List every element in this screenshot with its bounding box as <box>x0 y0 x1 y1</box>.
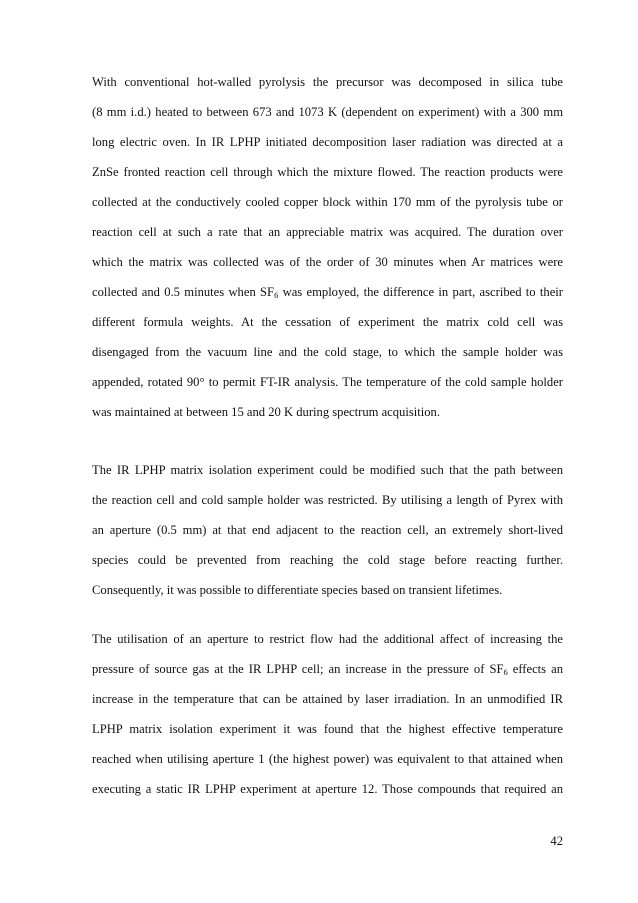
text-line: executing a static IR LPHP experiment at aperture 12. Those compounds that required an <box>92 782 563 796</box>
text-line: The utilisation of an aperture to restrict flow had the additional affect of increasing the <box>92 632 563 646</box>
text-line: long electric oven. In IR LPHP initiated decomposition laser radiation was directed at a <box>92 135 563 149</box>
text-fragment: pressure of source gas at the IR LPHP cell; an increase in the pressure of SF <box>92 662 504 676</box>
text-line <box>92 284 563 300</box>
text-line: reached when utilising aperture 1 (the highest power) was equivalent to that attained when <box>92 752 563 766</box>
text-line: collected at the conductively cooled copper block within 170 mm of the pyrolysis tube or <box>92 195 563 209</box>
subscript: 6 <box>274 290 279 300</box>
text-line: Consequently, it was possible to differentiate species based on transient lifetimes. <box>92 583 503 597</box>
page-number: 42 <box>550 834 563 848</box>
text-line: With conventional hot-walled pyrolysis the precursor was decomposed in silica tube <box>92 75 563 89</box>
text-fragment: collected and 0.5 minutes when SF <box>92 285 275 299</box>
text-line: different formula weights. At the cessation of experiment the matrix cold cell was <box>92 315 563 329</box>
text-line: The IR LPHP matrix isolation experiment could be modified such that the path between <box>92 463 563 477</box>
text-line: which the matrix was collected was of the order of 30 minutes when Ar matrices were <box>92 255 563 269</box>
text-fragment: was employed, the difference in part, ascribed to their <box>278 285 563 299</box>
text-fragment: effects an <box>507 662 564 676</box>
text-line: the reaction cell and cold sample holder was restricted. By utilising a length of Pyrex with <box>92 493 563 507</box>
text-line: was maintained at between 15 and 20 K during spectrum acquisition. <box>92 405 440 419</box>
text-line: an aperture (0.5 mm) at that end adjacent to the reaction cell, an extremely short-lived <box>92 523 563 537</box>
text-line: increase in the temperature that can be attained by laser irradiation. In an unmodified IR <box>92 692 563 706</box>
text-line: reaction cell at such a rate that an appreciable matrix was acquired. The duration over <box>92 225 563 239</box>
text-line: LPHP matrix isolation experiment it was found that the highest effective temperature <box>92 722 563 736</box>
text-line <box>92 661 563 677</box>
text-line: species could be prevented from reaching the cold stage before reacting further. <box>92 553 563 567</box>
text-line: ZnSe fronted reaction cell through which the mixture flowed. The reaction products were <box>92 165 563 179</box>
text-line: (8 mm i.d.) heated to between 673 and 1073 K (dependent on experiment) with a 300 mm <box>92 105 563 119</box>
text-line: appended, rotated 90° to permit FT-IR analysis. The temperature of the cold sample holder <box>92 375 563 389</box>
subscript: 6 <box>503 667 508 677</box>
text-line: disengaged from the vacuum line and the cold stage, to which the sample holder was <box>92 345 563 359</box>
